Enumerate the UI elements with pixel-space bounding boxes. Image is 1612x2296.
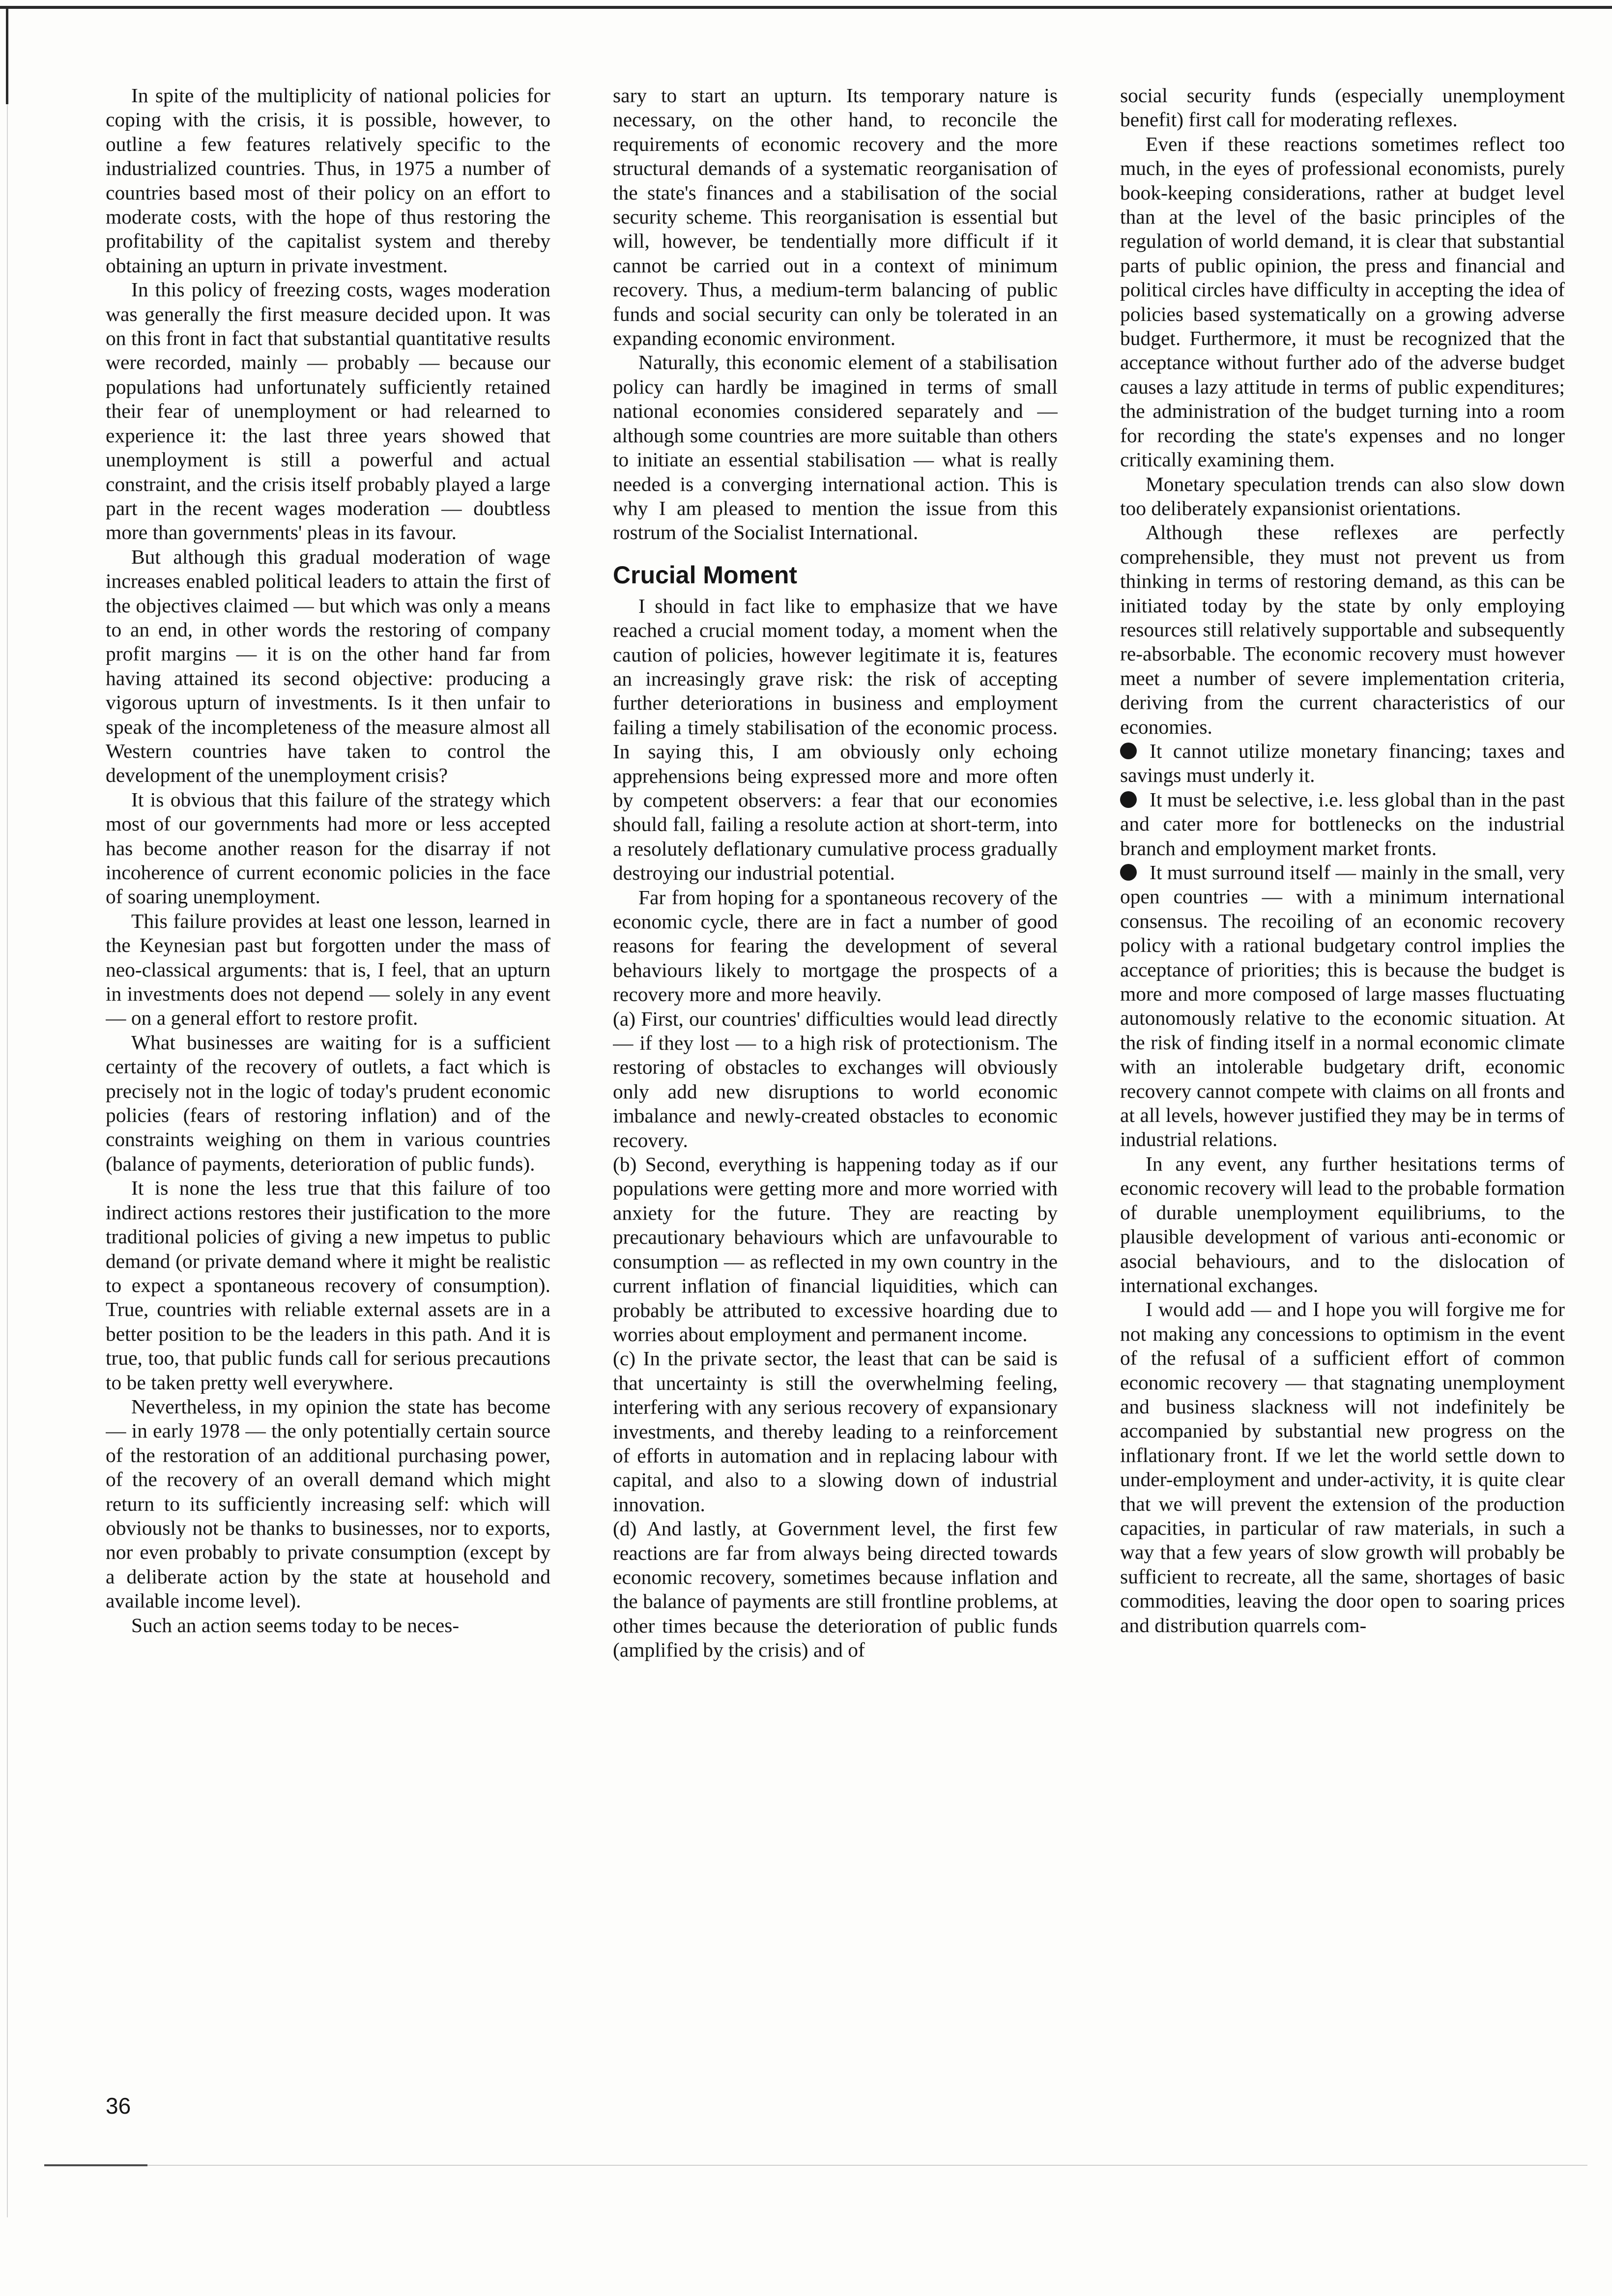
paragraph: What businesses are waiting for is a sufficient certainty of the recovery of outlets, a fact which is precisely not in the logic of today's prudent economic policies (fears of restoring inflation) and of the constraints weighing on them in various countries (balance of payments, deterioration of public funds). (106, 1031, 550, 1175)
paragraph: I would add — and I hope you will forgive me for not making any concessions to optimism in the event of the refusal of a sufficient effort of common economic recovery — that stagnating unemployment and business slackness will not indefinitely be accompanied by substantial new progress on the inflationary front. If we let the world settle down to under-employment and under-activity, it is quite clear that we will prevent the extension of the production capacities, in particular of raw materials, in such a way that a few years of slow growth will probably be sufficient to recreate, all the same, shortages of basic commodities, leaving the door open to soaring prices and distribution quarrels com- (1120, 1298, 1565, 1636)
list-item: (d) And lastly, at Government level, the first few reactions are far from always being directed towards economic recovery, sometimes because inflation and the balance of payments are still frontline problems, at other times because the deterioration of public funds (amplified by the crisis) and of (613, 1517, 1058, 1662)
column-3 (1120, 84, 1565, 2054)
paragraph: Naturally, this economic element of a stabilisation policy can hardly be imagined in terms of small national economies considered separately and — although some countries are more suitable than others to initiate an essential stabilisation — what is really needed is a converging international action. This is why I am pleased to mention the issue from this rostrum of the Socialist International. (613, 351, 1058, 544)
paragraph: I should in fact like to emphasize that we have reached a crucial moment today, a moment when the caution of policies, however legitimate it is, features an increasingly grave risk: the risk of accepting further deteriorations in business and employment failing a timely stabilisation of the economic process. In saying this, I am obviously only echoing apprehensions being expressed more and more often by competent observers: a fear that our economies should fall, failing a resolute action at short-term, into a resolutely deflationary cumulative process gradually destroying our industrial potential. (613, 594, 1058, 885)
paragraph: Such an action seems today to be neces- (131, 1613, 460, 1636)
bullet-icon (1120, 791, 1137, 808)
bullet-item (1120, 739, 1565, 788)
paragraph: In spite of the multiplicity of national policies for coping with the crisis, it is possible, however, to outline a few features relatively specific to the industrialized countries. Thus, in 1975 a number of countries based most of their policy on an effort to moderate costs, with the hope of thus restoring the profitability of the capitalist system and thereby obtaining an upturn in private investment. (106, 84, 550, 277)
column-1 (106, 84, 550, 2054)
paragraph: Far from hoping for a spontaneous recovery of the economic cycle, there are in fact a number of good reasons for fearing the development of several behaviours likely to mortgage the prospects of a recovery more and more heavily. (613, 886, 1058, 1006)
left-margin-line (7, 104, 8, 2217)
bullet-item (1120, 788, 1565, 861)
paragraph: This failure provides at least one lesson, learned in the Keynesian past but forgotten under the mass of neo-classical arguments: that is, I feel, that an upturn in investments does not depend — solely in any event — on a general effort to restore profit. (106, 909, 550, 1030)
paragraph: Nevertheless, in my opinion the state has become — in early 1978 — the only potentially certain source of the restoration of an additional purchasing power, of the recovery of an overall demand which might return to its sufficiently increasing self: which will obviously not be thanks to businesses, nor to exports, nor even probably to private consumption (except by a deliberate action by the state at household and available income level). (106, 1395, 550, 1612)
bullet-text: It cannot utilize monetary financing; taxes and savings must underly it. (1120, 739, 1565, 787)
paragraph: social security funds (especially unemployment benefit) first call for moderating reflexes. (1120, 84, 1565, 131)
paragraph: In any event, any further hesitations terms of economic recovery will lead to the probable formation of durable unemployment equilibriums, to the plausible development of various anti-economic or asocial behaviours, and to the dislocation of international exchanges. (1120, 1152, 1565, 1296)
bullet-icon (1120, 864, 1137, 881)
paragraph: But although this gradual moderation of wage increases enabled political leaders to attain the first of the objectives claimed — but which was only a means to an end, in other words the restoring of company profit margins — it is on the other hand far from having attained its second objective: producing a vigorous upturn of investments. Is it then unfair to speak of the incompleteness of the measure almost all Western countries have taken to control the development of the unemployment crisis? (106, 545, 550, 787)
page-number: 36 (106, 2093, 131, 2119)
paragraph: Even if these reactions sometimes reflect too much, in the eyes of professional economists, purely book-keeping considerations, rather at budget level than at the level of the basic principles of the regulation of world demand, it is clear that substantial parts of public opinion, the press and financial and political circles have difficulty in accepting the idea of policies based systematically on a growing adverse budget. Furthermore, it must be recognized that the acceptance without further ado of the adverse budget causes a lazy attitude in terms of public expenditures; the administration of the budget turning into a room for recording the state's expenses and no longer critically examining them. (1120, 132, 1565, 471)
list-item: (b) Second, everything is happening today as if our populations were getting more and more worried with anxiety for the future. They are reacting by precautionary behaviours which are unfavourable to consumption — as reflected in my own country in the current inflation of financial liquidities, which can probably be attributed to excessive hoarding due to worries about employment and permanent income. (613, 1153, 1058, 1346)
column-2 (613, 84, 1058, 2054)
paragraph: Although these reflexes are perfectly comprehensible, they must not prevent us from thinking in terms of restoring demand, as this can be initiated today by the state by only employing resources still relatively supportable and subsequently re-absorbable. The economic recovery must however meet a number of severe implementation criteria, deriving from the current characteristics of our economies. (1120, 521, 1565, 738)
paragraph: It is obvious that this failure of the strategy which most of our governments had more or less accepted has become another reason for the disarray if not incoherence of current economic policies in the face of soaring unemployment. (106, 788, 550, 908)
bullet-text: It must surround itself — mainly in the small, very open countries — with a minimum international consensus. The recoiling of an economic recovery policy with a rational budgetary control implies the acceptance of priorities; this is because the budget is more and more composed of large masses fluctuating autonomously relative to the economic situation. At the risk of finding itself in a normal economic climate with an intolerable budgetary drift, economic recovery cannot compete with claims on all fronts and at all levels, however justified they may be in terms of industrial relations. (1120, 861, 1565, 1151)
bottom-rule-accent (44, 2164, 147, 2166)
list-item: (a) First, our countries' difficulties would lead directly — if they lost — to a high risk of protectionism. The restoring of obstacles to exchanges will obviously only add new disruptions to world economic imbalance and newly-created obstacles to economic recovery. (613, 1007, 1058, 1151)
section-heading: Crucial Moment (613, 561, 798, 589)
bottom-rule (44, 2165, 1587, 2166)
bullet-text: It must be selective, i.e. less global than in the past and cater more for bottlenecks on the industrial branch and employment market fronts. (1120, 788, 1565, 860)
paragraph: In this policy of freezing costs, wages moderation was generally the first measure decided upon. It was on this front in fact that substantial quantitative results were recorded, mainly — probably — because our populations had unfortunately sufficiently retained their fear of unemployment or had relearned to experience it: the last three years showed that unemployment is still a powerful and actual constraint, and the crisis itself probably played a large part in the recent wages moderation — doubtless more than governments' pleas in its favour. (106, 278, 550, 544)
bullet-icon (1120, 743, 1137, 759)
left-border-rule (6, 6, 8, 104)
paragraph: sary to start an upturn. Its temporary nature is necessary, on the other hand, to reconcile the requirements of economic recovery and the more structural demands of a systematic reorganisation of the state's finances and a stabilisation of the social security scheme. This reorganisation is essential but will, however, be tendentially more difficult if it cannot be carried out in a context of minimum recovery. Thus, a medium-term balancing of public funds and social security can only be tolerated in an expanding economic environment. (613, 84, 1058, 350)
article-body (106, 84, 1565, 2054)
paragraph: It is none the less true that this failure of too indirect actions restores their justification to the more traditional policies of giving a new impetus to public demand (or private demand where it might be realistic to expect a spontaneous recovery of consumption). True, countries with reliable external assets are in a better position to be the leaders in this path. And it is true, too, that public funds call for serious precautions to be taken pretty well everywhere. (106, 1177, 550, 1394)
top-border-rule (0, 6, 1612, 9)
bullet-item (1120, 861, 1565, 1152)
list-item: (c) In the private sector, the least that can be said is that uncertainty is still the overwhelming feeling, interfering with any serious recovery of expansionary investments, and thereby leading to a reinforcement of efforts in automation and in replacing labour with capital, and also to a slowing down of industrial innovation. (613, 1347, 1058, 1516)
paragraph: Monetary speculation trends can also slow down too deliberately expansionist orientations. (1120, 472, 1565, 519)
